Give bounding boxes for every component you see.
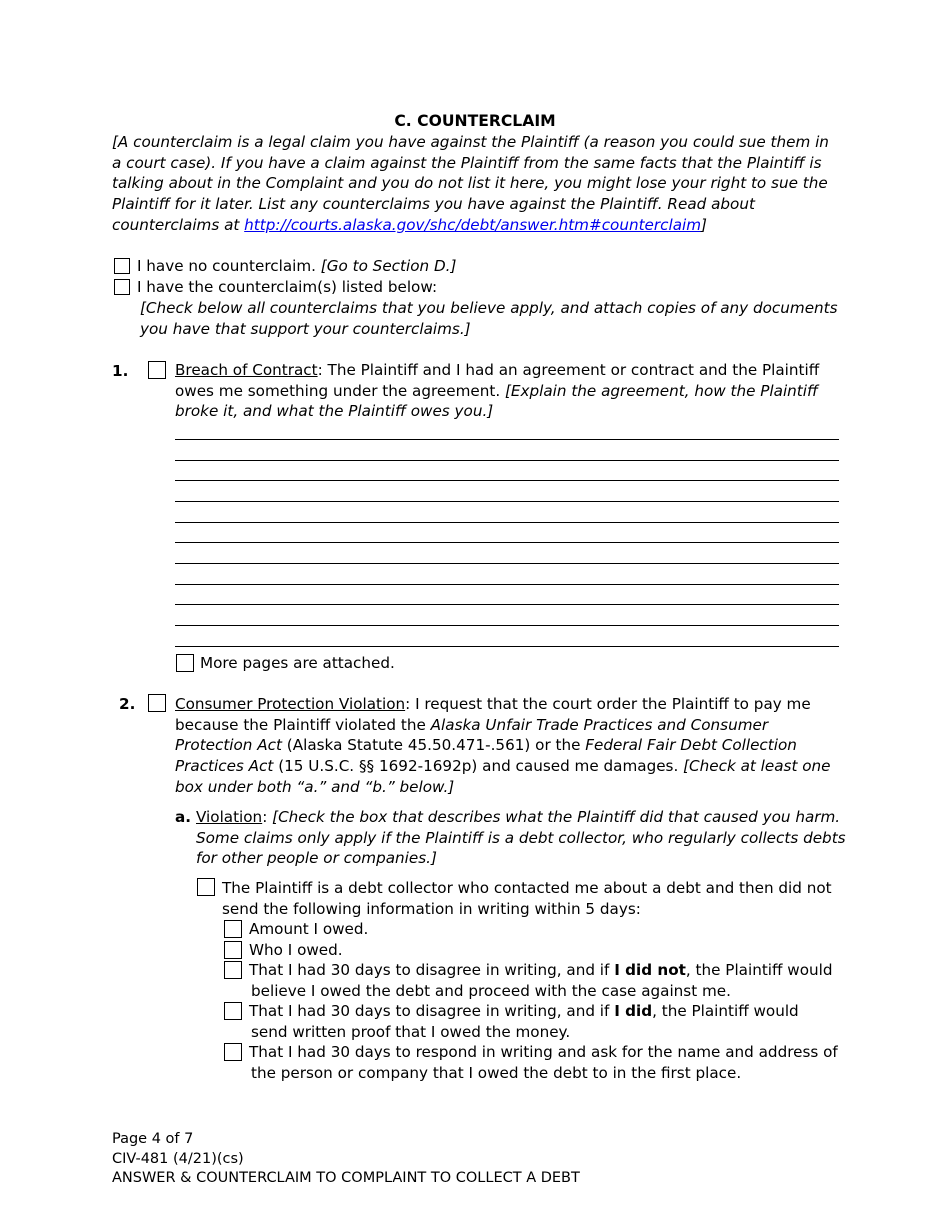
disagree-did-not-bold: I did not — [614, 961, 686, 979]
respond-line-1: That I had 30 days to respond in writing and ask for the name and address of — [249, 1043, 838, 1061]
respond-line-2: the person or company that I owed the debt to in the first place. — [251, 1063, 742, 1082]
who-owed-label: Who I owed. — [249, 941, 343, 959]
writing-line[interactable] — [175, 625, 839, 626]
intro-suffix: ] — [701, 215, 707, 234]
no-counterclaim-checkbox[interactable] — [114, 258, 130, 274]
intro-line: talking about in the Complaint and you do not list it here, you might lose your right to sue the — [112, 174, 828, 193]
breach-of-contract-checkbox[interactable] — [148, 361, 166, 379]
writing-line[interactable] — [175, 584, 839, 585]
footer-form-title: ANSWER & COUNTERCLAIM TO COMPLAINT TO COLLECT A DEBT — [112, 1170, 580, 1186]
violation-line-3: for other people or companies.] — [196, 849, 437, 868]
consumer-protection-checkbox[interactable] — [148, 694, 166, 712]
breach-line-3-note: broke it, and what the Plaintiff owes you.] — [175, 402, 494, 421]
writing-line[interactable] — [175, 480, 839, 481]
violation-text — [196, 807, 846, 869]
breach-of-contract-text — [175, 360, 819, 422]
intro-line — [112, 215, 829, 236]
check-note-line: you have that support your counterclaims.] — [140, 319, 471, 338]
debt-collector-line-2: send the following information in writing within 5 days: — [222, 899, 641, 918]
more-pages-label: More pages are attached. — [200, 654, 395, 672]
breach-line-1: : The Plaintiff and I had an agreement or contract and the Plaintiff — [317, 361, 820, 379]
writing-line[interactable] — [175, 563, 839, 564]
check-note — [140, 298, 838, 339]
footer-page-number: Page 4 of 7 — [112, 1131, 194, 1147]
footer — [112, 1130, 580, 1189]
writing-line[interactable] — [175, 646, 839, 647]
no-counterclaim-label — [137, 256, 456, 277]
cp-line-4-note: [Check at least one — [683, 757, 831, 776]
has-counterclaims-label: I have the counterclaim(s) listed below: — [137, 278, 438, 296]
respond-name-address-checkbox[interactable] — [224, 1043, 242, 1061]
respond-name-address-label — [249, 1042, 838, 1083]
violation-colon: : — [262, 808, 273, 826]
cp-line-3-act2: Federal Fair Debt Collection — [585, 736, 797, 755]
amount-owed-label: Amount I owed. — [249, 920, 369, 938]
cp-line-5-note: box under both “a.” and “b.” below.] — [175, 777, 455, 796]
item-1-number: 1. — [112, 362, 129, 380]
intro-line: [A counterclaim is a legal claim you have against the Plaintiff (a reason you could sue them in — [112, 133, 829, 151]
intro-line: a court case). If you have a claim against the Plaintiff from the same facts that the Plaintiff is — [112, 153, 822, 172]
cp-line-2-act: Alaska Unfair Trade Practices and Consumer — [430, 715, 769, 734]
disagree-did-not-checkbox[interactable] — [224, 961, 242, 979]
writing-line[interactable] — [175, 501, 839, 502]
disagree-did-line-2: send written proof that I owed the money. — [251, 1022, 571, 1041]
writing-line[interactable] — [175, 604, 839, 605]
disagree-did-not-pre: That I had 30 days to disagree in writing, and if — [249, 961, 615, 979]
breach-line-2: owes me something under the agreement. — [175, 381, 505, 400]
writing-line[interactable] — [175, 439, 839, 440]
cp-line-3: (Alaska Statute 45.50.471-.561) or the — [281, 736, 586, 755]
writing-line[interactable] — [175, 542, 839, 543]
violation-label: a. — [175, 808, 192, 826]
disagree-did-pre: That I had 30 days to disagree in writing, and if — [249, 1002, 615, 1020]
consumer-protection-text — [175, 694, 831, 798]
disagree-did-label — [249, 1001, 799, 1042]
debt-collector-checkbox[interactable] — [197, 878, 215, 896]
debt-collector-text — [222, 878, 832, 919]
counterclaim-link[interactable]: http://courts.alaska.gov/shc/debt/answer.htm#counterclaim — [244, 215, 702, 234]
intro-prefix: counterclaims at — [112, 215, 245, 234]
intro-line: Plaintiff for it later. List any counterclaims you have against the Plaintiff. Read about — [112, 195, 755, 214]
writing-line[interactable] — [175, 460, 839, 461]
has-counterclaims-checkbox[interactable] — [114, 279, 130, 295]
intro-paragraph — [112, 132, 829, 236]
consumer-protection-heading: Consumer Protection Violation — [175, 695, 406, 713]
cp-line-4-act: Practices Act — [175, 757, 274, 776]
disagree-did-not-post: , the Plaintiff would — [685, 961, 833, 979]
violation-line-2: Some claims only apply if the Plaintiff is a debt collector, who regularly collects debts — [196, 828, 846, 847]
writing-line[interactable] — [175, 522, 839, 523]
section-title: C. COUNTERCLAIM — [394, 112, 556, 130]
cp-line-3-act: Protection Act — [175, 736, 282, 755]
disagree-did-bold: I did — [614, 1002, 653, 1020]
debt-collector-line-1: The Plaintiff is a debt collector who contacted me about a debt and then did not — [222, 879, 832, 897]
cp-line-2: because the Plaintiff violated the — [175, 715, 431, 734]
disagree-did-not-line-2: believe I owed the debt and proceed with the case against me. — [251, 981, 731, 1000]
item-2-number: 2. — [119, 695, 136, 713]
no-counterclaim-text: I have no counterclaim. — [137, 257, 321, 275]
go-to-section-d-note: [Go to Section D.] — [320, 257, 457, 275]
disagree-did-post: , the Plaintiff would — [652, 1002, 799, 1020]
more-pages-checkbox[interactable] — [176, 654, 194, 672]
breach-line-2-note: [Explain the agreement, how the Plaintiff — [504, 381, 818, 400]
footer-form-id: CIV-481 (4/21)(cs) — [112, 1150, 244, 1167]
disagree-did-checkbox[interactable] — [224, 1002, 242, 1020]
amount-owed-checkbox[interactable] — [224, 920, 242, 938]
violation-heading: Violation — [196, 808, 263, 826]
cp-line-4: (15 U.S.C. §§ 1692-1692p) and caused me damages. — [273, 757, 684, 776]
disagree-did-not-label — [249, 960, 833, 1001]
check-note-line: [Check below all counterclaims that you believe apply, and attach copies of any documents — [140, 299, 838, 317]
violation-line-1: [Check the box that describes what the Plaintiff did that caused you harm. — [272, 808, 841, 826]
cp-line-1: : I request that the court order the Plaintiff to pay me — [405, 695, 811, 713]
breach-of-contract-heading: Breach of Contract — [175, 361, 318, 379]
who-owed-checkbox[interactable] — [224, 941, 242, 959]
